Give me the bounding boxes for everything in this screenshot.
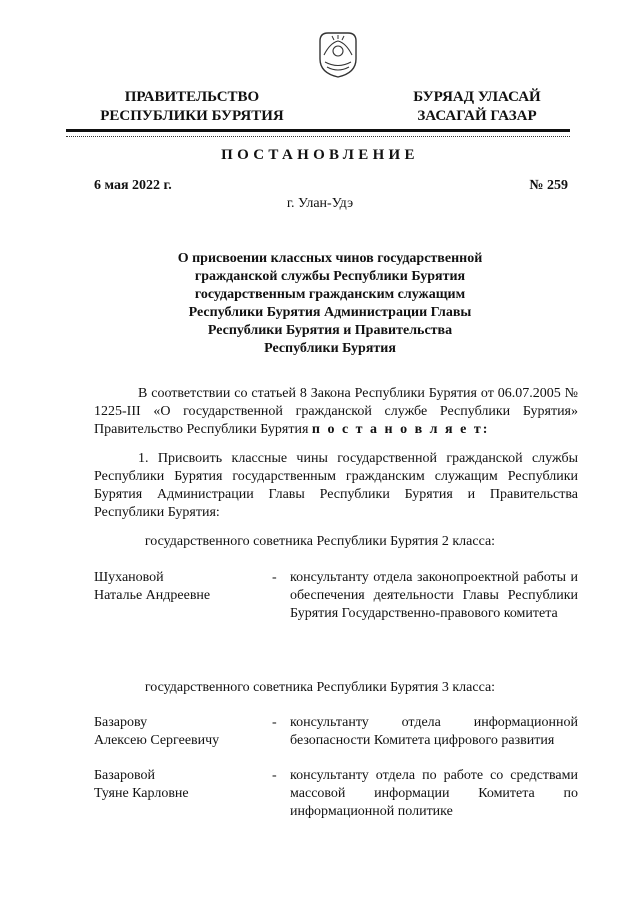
employee-name (94, 767, 264, 803)
header-right (382, 88, 572, 126)
document-subject (160, 250, 500, 358)
header-right-line1: БУРЯАД УЛАСАЙ (413, 89, 541, 105)
entry-dash: - (272, 570, 277, 585)
item-1-paragraph: 1. Присвоить классные чины государственной гражданской службы Республики Бурятия государственным гражданским служащим Республики Бурятия Администрации Главы Республики Бурятия и Правительства Республики Бурятия: (94, 451, 578, 520)
employee-surname: Базаровой (94, 768, 156, 783)
grade-heading-2-class: государственного советника Республики Бурятия 2 класса: (144, 534, 496, 549)
subject-line: государственным гражданским служащим (194, 287, 466, 302)
coat-of-arms-emblem (316, 29, 360, 79)
employee-position: консультанту отдела по работе со средствами массовой информации Комитета по информационной политике (290, 768, 578, 819)
header-right-line2: ЗАСАГАЙ ГАЗАР (417, 108, 537, 124)
employee-given-name: Алексею Сергеевичу (94, 733, 220, 748)
preamble-verb: п о с т а н о в л я е т: (311, 422, 490, 437)
employee-position: консультанту отдела законопроектной работы и обеспечения деятельности Главы Республики Бурятия Государственно-правового комитета (290, 570, 578, 621)
grade-heading-3-class: государственного советника Республики Бурятия 3 класса: (144, 680, 496, 695)
preamble-text: В соответствии со статьей 8 Закона Республики Бурятия от 06.07.2005 № 1225-III «О государственной гражданской службе Республики Бурятия» Правительство Республики Бурятия (94, 386, 578, 437)
header-left (86, 88, 298, 126)
employee-given-name: Наталье Андреевне (94, 588, 211, 603)
header-left-line1: ПРАВИТЕЛЬСТВО (124, 89, 260, 105)
document-city: г. Улан-Удэ (286, 196, 354, 211)
document-date: 6 мая 2022 г. (94, 178, 172, 193)
header-divider-thick (66, 129, 570, 132)
employee-name (94, 569, 264, 605)
employee-position: консультанту отдела информационной безопасности Комитета цифрового развития (290, 715, 578, 748)
document-number: № 259 (529, 178, 568, 193)
subject-line: Республики Бурятия Администрации Главы (188, 305, 472, 320)
employee-given-name: Туяне Карловне (94, 786, 189, 801)
employee-surname: Базарову (94, 715, 148, 730)
header-divider-dotted (66, 136, 570, 137)
header-left-line2: РЕСПУБЛИКИ БУРЯТИЯ (100, 108, 284, 124)
subject-line: О присвоении классных чинов государственной (177, 251, 483, 266)
entry-dash: - (272, 768, 277, 783)
subject-line: Республики Бурятия (264, 341, 396, 356)
employee-surname: Шухановой (94, 570, 164, 585)
subject-line: гражданской службы Республики Бурятия (194, 269, 466, 284)
preamble-paragraph (94, 385, 578, 439)
employee-name (94, 714, 264, 750)
subject-line: Республики Бурятия и Правительства (207, 323, 453, 338)
document-type: ПОСТАНОВЛЕНИЕ (221, 147, 419, 163)
entry-dash: - (272, 715, 277, 730)
